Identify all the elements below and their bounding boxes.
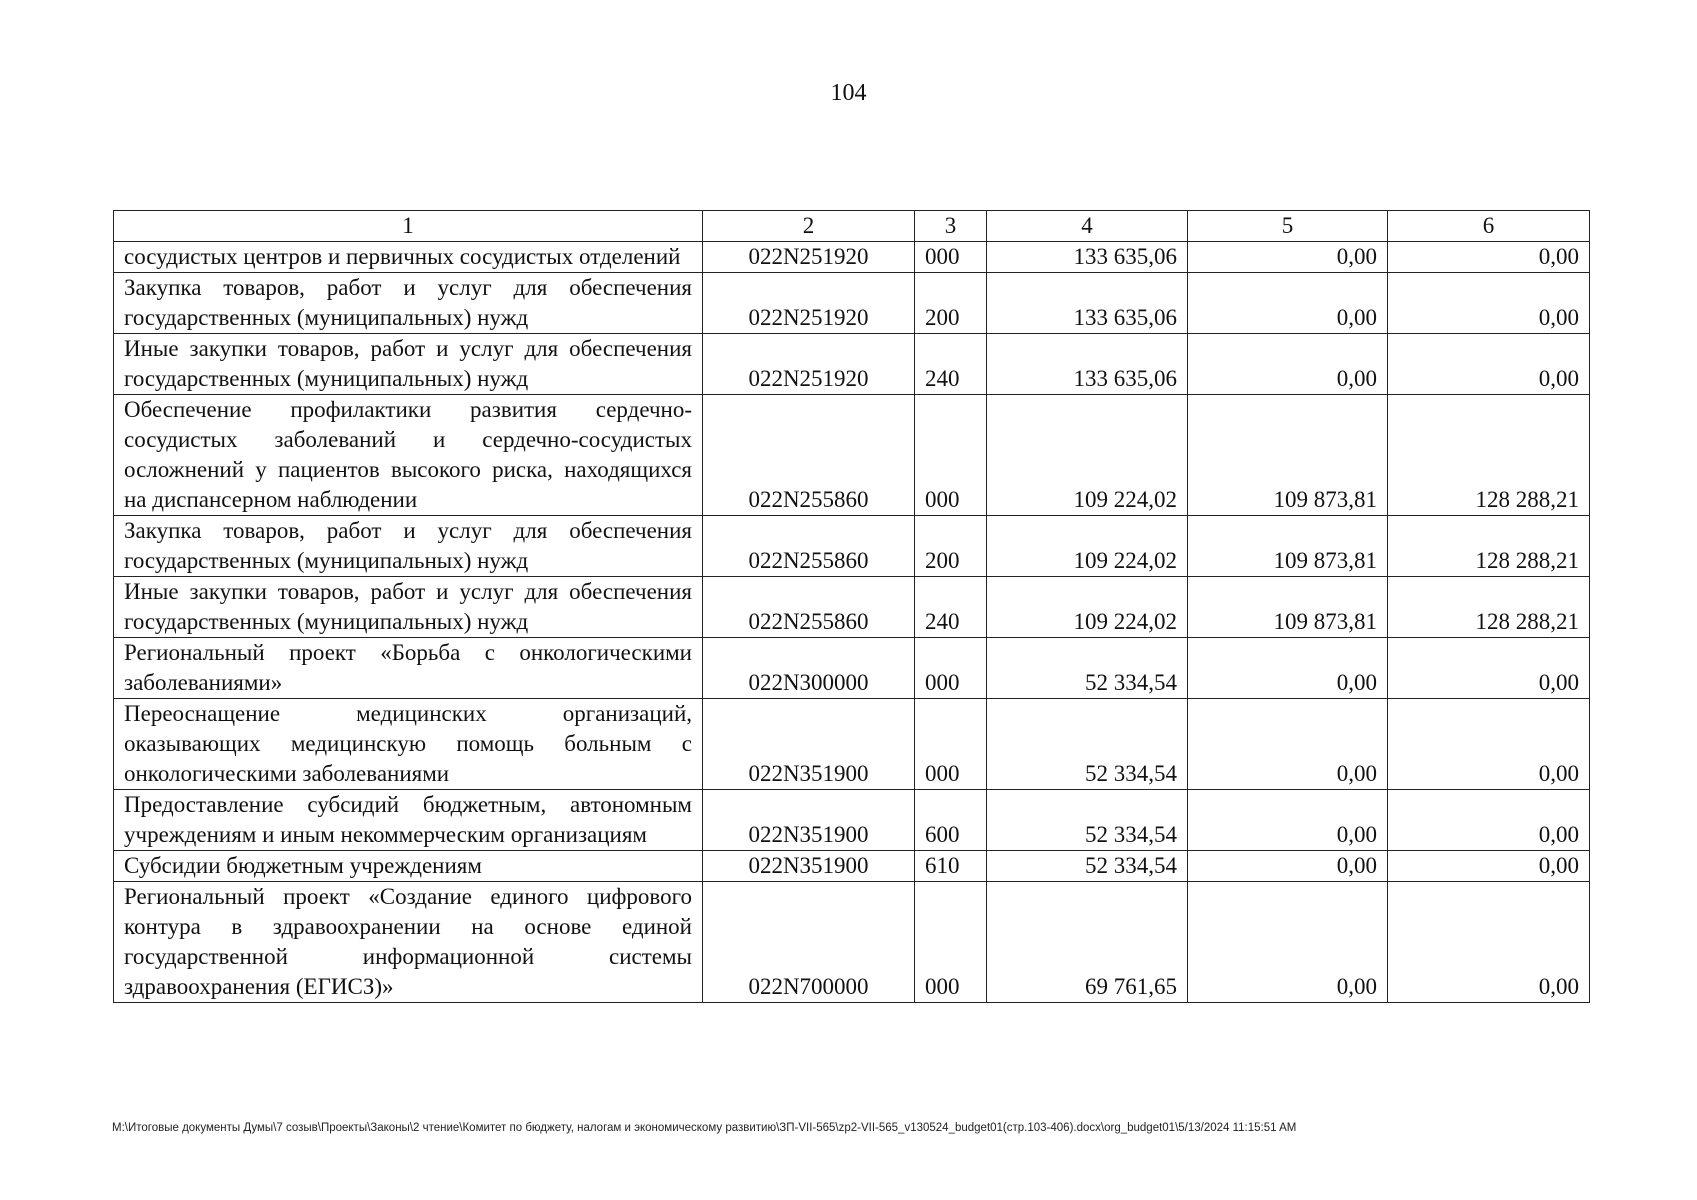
column-header-4: 4	[987, 211, 1188, 242]
table-row	[114, 577, 1590, 638]
table-row	[114, 699, 1590, 790]
column-header-5: 5	[1188, 211, 1388, 242]
row-target-code: 022N251920	[703, 242, 915, 273]
table-row	[114, 790, 1590, 851]
row-target-code: 022N351900	[703, 790, 915, 851]
row-target-code: 022N251920	[703, 334, 915, 395]
table-row	[114, 851, 1590, 882]
row-amount-5: 109 873,81	[1188, 577, 1388, 638]
row-amount-4: 52 334,54	[987, 699, 1188, 790]
row-amount-5: 0,00	[1188, 638, 1388, 699]
row-name: Обеспечение профилактики развития сердечно-сосудистых заболеваний и сердечно-сосудистых осложнений у пациентов высокого риска, находящихся на диспансерном наблюдении	[114, 395, 703, 516]
column-header-3: 3	[915, 211, 987, 242]
row-amount-5: 0,00	[1188, 273, 1388, 334]
row-amount-6: 0,00	[1388, 638, 1590, 699]
row-amount-4: 133 635,06	[987, 273, 1188, 334]
row-amount-5: 0,00	[1188, 851, 1388, 882]
table-row	[114, 334, 1590, 395]
row-expense-kind: 600	[915, 790, 987, 851]
row-amount-5: 0,00	[1188, 334, 1388, 395]
row-target-code: 022N255860	[703, 395, 915, 516]
row-name: Субсидии бюджетным учреждениям	[114, 851, 703, 882]
budget-table	[113, 210, 1590, 1003]
row-amount-6: 0,00	[1388, 851, 1590, 882]
row-amount-6: 128 288,21	[1388, 516, 1590, 577]
row-amount-4: 52 334,54	[987, 790, 1188, 851]
row-name: Закупка товаров, работ и услуг для обеспечения государственных (муниципальных) нужд	[114, 516, 703, 577]
row-target-code: 022N255860	[703, 577, 915, 638]
row-expense-kind: 000	[915, 638, 987, 699]
row-amount-6: 128 288,21	[1388, 395, 1590, 516]
table-row	[114, 395, 1590, 516]
row-expense-kind: 200	[915, 273, 987, 334]
document-file-path: M:\Итоговые документы Думы\7 созыв\Проекты\Законы\2 чтение\Комитет по бюджету, налогам и экономическому развитию\ЗП-VII-565\zp2-VII-565_v130524_budget01(стр.103-406).docx\org_budget01\5/13/2024 11:15:51 AM	[112, 1122, 1297, 1134]
row-amount-6: 0,00	[1388, 790, 1590, 851]
row-name: Региональный проект «Борьба с онкологическими заболеваниями»	[114, 638, 703, 699]
row-expense-kind: 000	[915, 395, 987, 516]
row-target-code: 022N351900	[703, 699, 915, 790]
row-name: Закупка товаров, работ и услуг для обеспечения государственных (муниципальных) нужд	[114, 273, 703, 334]
row-target-code: 022N700000	[703, 882, 915, 1003]
row-expense-kind: 240	[915, 334, 987, 395]
row-amount-4: 52 334,54	[987, 638, 1188, 699]
row-name: Иные закупки товаров, работ и услуг для обеспечения государственных (муниципальных) нужд	[114, 577, 703, 638]
row-amount-4: 52 334,54	[987, 851, 1188, 882]
row-expense-kind: 240	[915, 577, 987, 638]
table-row	[114, 638, 1590, 699]
row-name: Предоставление субсидий бюджетным, автономным учреждениям и иным некоммерческим организациям	[114, 790, 703, 851]
row-expense-kind: 610	[915, 851, 987, 882]
page-number: 104	[830, 80, 867, 106]
row-name: Переоснащение медицинских организаций, оказывающих медицинскую помощь больным с онкологическими заболеваниями	[114, 699, 703, 790]
row-amount-5: 109 873,81	[1188, 516, 1388, 577]
row-amount-4: 109 224,02	[987, 395, 1188, 516]
row-expense-kind: 000	[915, 242, 987, 273]
row-name: Региональный проект «Создание единого цифрового контура в здравоохранении на основе единой государственной информационной системы здравоохранения (ЕГИСЗ)»	[114, 882, 703, 1003]
row-amount-4: 109 224,02	[987, 516, 1188, 577]
row-name: сосудистых центров и первичных сосудистых отделений	[114, 242, 703, 273]
table-row	[114, 516, 1590, 577]
table-row	[114, 882, 1590, 1003]
table-row	[114, 242, 1590, 273]
row-name: Иные закупки товаров, работ и услуг для обеспечения государственных (муниципальных) нужд	[114, 334, 703, 395]
row-amount-5: 0,00	[1188, 882, 1388, 1003]
row-expense-kind: 000	[915, 882, 987, 1003]
table-row	[114, 273, 1590, 334]
row-target-code: 022N251920	[703, 273, 915, 334]
row-amount-5: 0,00	[1188, 790, 1388, 851]
row-amount-6: 0,00	[1388, 242, 1590, 273]
header-row	[114, 211, 1590, 242]
row-target-code: 022N300000	[703, 638, 915, 699]
row-amount-6: 0,00	[1388, 699, 1590, 790]
row-amount-6: 0,00	[1388, 334, 1590, 395]
row-amount-5: 0,00	[1188, 699, 1388, 790]
column-header-6: 6	[1388, 211, 1590, 242]
row-amount-5: 0,00	[1188, 242, 1388, 273]
row-amount-6: 128 288,21	[1388, 577, 1590, 638]
row-expense-kind: 000	[915, 699, 987, 790]
row-amount-6: 0,00	[1388, 882, 1590, 1003]
row-amount-4: 133 635,06	[987, 334, 1188, 395]
row-amount-5: 109 873,81	[1188, 395, 1388, 516]
row-amount-6: 0,00	[1388, 273, 1590, 334]
row-amount-4: 133 635,06	[987, 242, 1188, 273]
row-target-code: 022N351900	[703, 851, 915, 882]
row-expense-kind: 200	[915, 516, 987, 577]
column-header-2: 2	[703, 211, 915, 242]
row-amount-4: 109 224,02	[987, 577, 1188, 638]
column-header-1: 1	[114, 211, 703, 242]
row-amount-4: 69 761,65	[987, 882, 1188, 1003]
row-target-code: 022N255860	[703, 516, 915, 577]
